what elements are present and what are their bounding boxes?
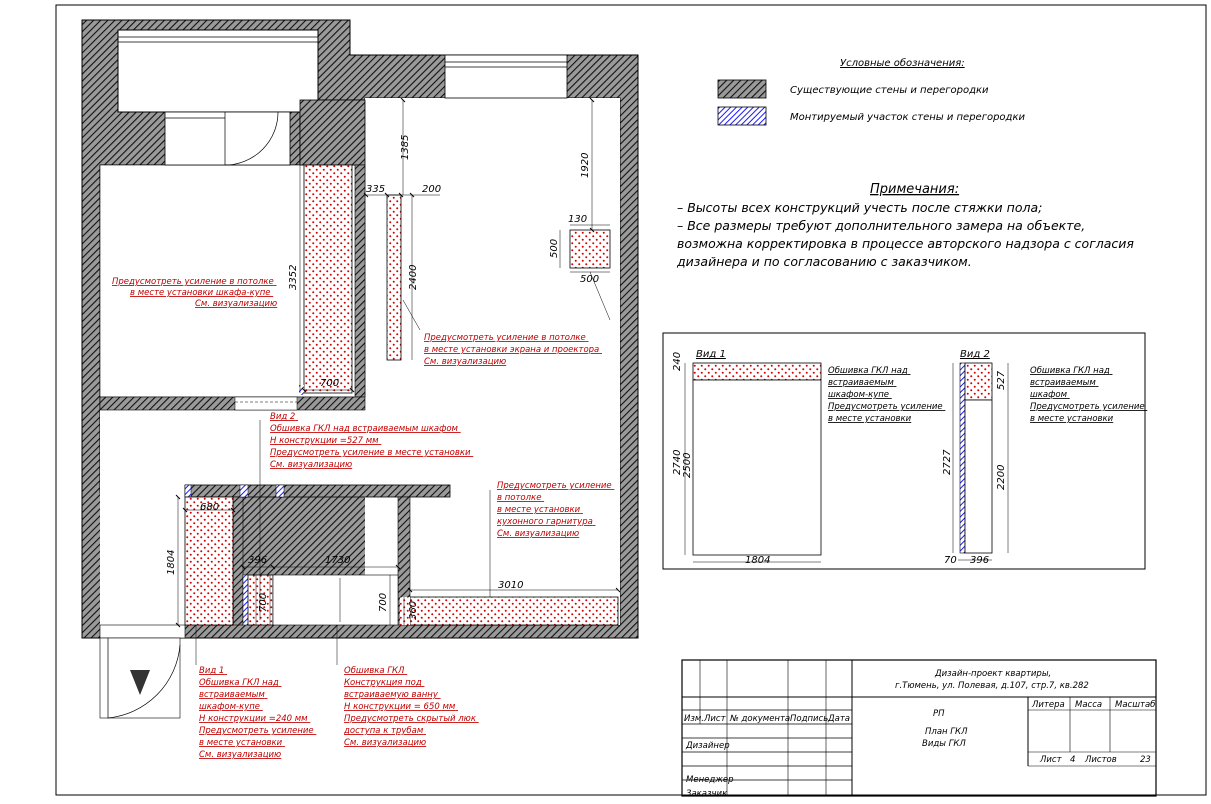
dim-500b: 500 [580, 274, 600, 285]
notes-title: Примечания: [870, 182, 960, 197]
col-sign: Подпись [790, 714, 829, 724]
role-designer: Дизайнер [686, 741, 730, 751]
window [445, 55, 567, 98]
masshtab-label: Масштаб [1115, 700, 1156, 710]
dim-3010: 3010 [498, 580, 524, 591]
notes [676, 182, 1138, 269]
annotation-wardrobe: Предусмотреть усиление в потолке в месте установки шкафа-купе См. визуализацию [112, 277, 278, 309]
view2-dim-w2: 396 [970, 555, 990, 566]
legend-item-new: Монтируемый участок стены и перегородки [790, 112, 1026, 123]
legend [718, 57, 1026, 125]
view1-dim-w: 1804 [745, 555, 771, 566]
legend-swatch-new [718, 107, 766, 125]
dim-396: 396 [248, 555, 268, 566]
sheet-title-1: План ГКЛ [925, 727, 968, 737]
massa-label: Масса [1075, 700, 1103, 710]
dim-200: 200 [422, 184, 442, 195]
views-panel [663, 333, 1147, 569]
col-doc: № документа [730, 714, 791, 724]
project-line-2: г.Тюмень, ул. Полевая, д.107, стр.7, кв.282 [895, 681, 1089, 691]
list-label: Лист [1040, 755, 1062, 765]
view1-gkl [693, 363, 821, 380]
legend-title: Условные обозначения: [840, 58, 965, 69]
gkl-column [570, 230, 610, 268]
view2-title: Вид 2 [960, 349, 990, 360]
col-izm: Изм. [684, 714, 704, 724]
view2-dim-top: 527 [996, 370, 1007, 390]
dim-700c: 700 [378, 592, 389, 612]
view1-dim-h1: 2740 [672, 449, 683, 475]
dim-700a: 700 [320, 378, 340, 389]
floor-plan [82, 20, 638, 760]
listov-label: Листов [1085, 755, 1117, 765]
notes-text: – Высоты всех конструкций учесть после стяжки пола; – Все размеры требуют дополнительного замера на объекте, возможна корректировка в процессе авторского надзора с согласия дизайнера и по согласованию с заказчиком. [677, 200, 1134, 269]
dim-500a: 500 [549, 238, 560, 258]
view1-body [693, 380, 821, 555]
view2-notes: Обшивка ГКЛ над встраиваемым шкафом Предусмотреть усиление в месте установки [1030, 366, 1145, 424]
annotation-kitchen: Предусмотреть усиление в потолке в месте установки кухонного гарнитура См. визуализацию [497, 481, 612, 539]
project-line-1: Дизайн-проект квартиры, [935, 669, 1052, 679]
dim-335: 335 [366, 184, 386, 195]
dim-1804: 1804 [166, 549, 177, 575]
view2-dim-h2: 2200 [996, 464, 1007, 490]
legend-swatch-existing [718, 80, 766, 98]
role-customer: Заказчик [686, 789, 728, 799]
annotation-bath: Обшивка ГКЛ Конструкция под встраиваемую ванну Н конструкции = 650 мм Предусмотреть скрытый люк доступа к трубам См. визуализацию [344, 666, 476, 748]
dim-1730: 1730 [325, 555, 351, 566]
annotation-screen: Предусмотреть усиление в потолке в месте установки экрана и проектора См. визуализацию [424, 333, 600, 367]
annotation-view2: Вид 2 Обшивка ГКЛ над встраиваемым шкафом Н конструкции =527 мм Предусмотреть усиление в месте установки См. визуализацию [270, 412, 471, 470]
col-list: Лист [704, 714, 726, 724]
title-block-text [684, 669, 1155, 799]
view2-body [965, 400, 992, 553]
gkl-wardrobe [304, 165, 352, 393]
dim-130: 130 [568, 214, 588, 225]
col-date: Дата [828, 714, 851, 724]
litera-label: Литера [1032, 700, 1065, 710]
view2-dim-h1: 2727 [942, 449, 953, 475]
view1-dim-h2: 2500 [682, 452, 693, 478]
view2-dim-w1: 70 [944, 555, 957, 566]
view1-dim-top: 240 [672, 351, 683, 371]
view1-title: Вид 1 [696, 349, 726, 360]
dim-1385: 1385 [400, 134, 411, 160]
listov-num: 23 [1140, 755, 1151, 765]
annotation-view1: Вид 1 Обшивка ГКЛ над встраиваемым шкафом-купе Н конструкции =240 мм Предусмотреть усиление в месте установки См. визуализацию [199, 666, 314, 760]
stage: РП [933, 709, 945, 719]
list-num: 4 [1070, 755, 1076, 765]
dim-3352: 3352 [288, 264, 299, 290]
bathroom-wall [185, 485, 450, 497]
dim-360: 360 [408, 600, 419, 620]
dim-2400: 2400 [408, 264, 419, 290]
gkl-kitchen [410, 597, 618, 625]
gkl-screen [387, 195, 401, 360]
dim-680: 680 [200, 502, 220, 513]
view1-notes: Обшивка ГКЛ над встраиваемым шкафом-купе Предусмотреть усиление в месте установки [828, 366, 943, 424]
sheet-title-2: Виды ГКЛ [922, 739, 966, 749]
role-manager: Менеджер [686, 775, 734, 785]
legend-item-existing: Существующие стены и перегородки [790, 85, 989, 96]
dim-700b: 700 [258, 592, 269, 612]
gkl-view1 [185, 497, 233, 625]
dim-1920: 1920 [580, 152, 591, 178]
view2-wall [960, 363, 965, 553]
view2-gkl [965, 363, 992, 400]
